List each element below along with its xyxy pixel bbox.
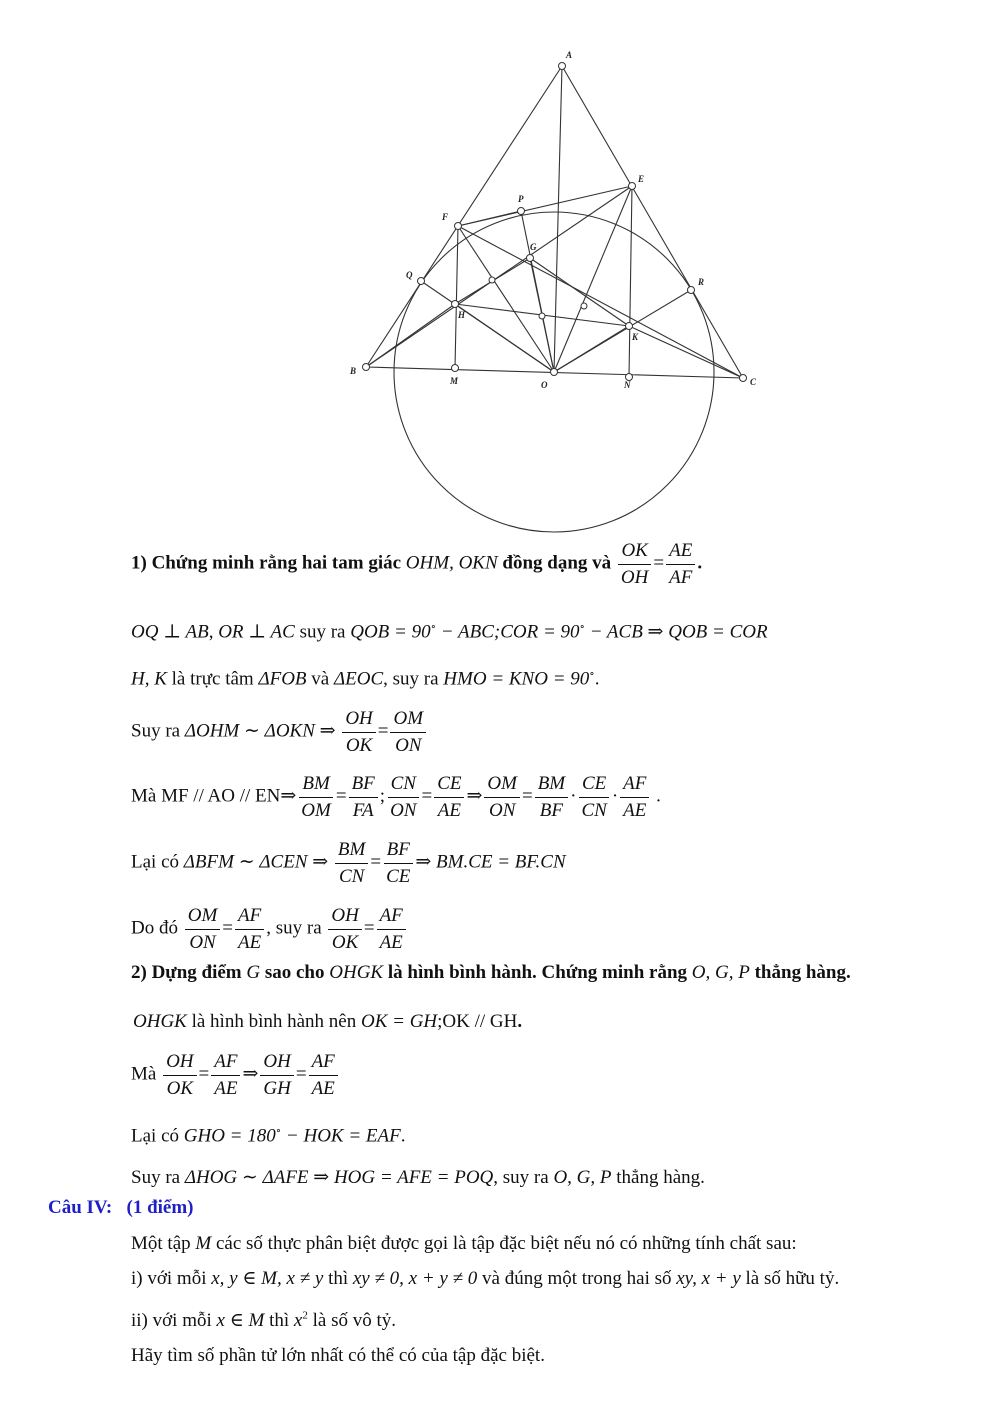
segment-hb [366,304,455,367]
question-4-heading: Câu IV: (1 điểm) [48,1197,194,1218]
side-ac [562,66,743,378]
label-q: Q [406,270,413,280]
part2-heading: 2) Dựng điểm G sao cho OHGK là hình bình hành. Chứng minh rằng O, G, P thẳng hàng. [131,962,851,983]
question-4-line4: Hãy tìm số phần tử lớn nhất có thể có của tập đặc biệt. [131,1345,545,1366]
label-p: P [518,194,524,204]
part1-line2: H, K là trực tâm ΔFOB và ΔEOC, suy ra HMO = KNO = 90∘. [131,668,600,690]
label-n: N [624,380,631,390]
part1-line3: Suy ra ΔOHM ∼ ΔOKN ⇒ $\frac{OH}{OK}$ = $\frac{OM}{ON}$ [131,708,428,757]
part2-line1: OHGK là hình bình hành nên OK = GH;OK // GH. [133,1011,523,1032]
segment-en [629,186,632,377]
part1-heading: 1) Chứng minh rằng hai tam giác OHM, OKN đồng dạng và $\frac{OK}{OH}$ = $\frac{AE}{AF}$ . [131,540,703,588]
segment-ao [554,66,562,372]
segment-of [458,226,554,372]
question-4-line1: Một tập M các số thực phân biệt được gọi là tập đặc biệt nếu nó có những tính chất sau: [131,1233,797,1254]
segment-fe [458,186,632,226]
segment-ok [554,326,629,372]
label-o: O [541,380,548,390]
label-b: B [350,366,357,376]
part2-line3: Lại có GHO = 180∘ − HOK = EAF. [131,1125,406,1147]
part1-line5: Lại có ΔBFM ∼ ΔCEN ⇒ $\frac{BM}{CN}$ = $\frac{BF}{CE}$ ⇒ BM.CE = BF.CN [131,839,566,887]
label-a: A [566,50,573,60]
label-c: C [750,377,757,387]
part2-line2: Mà $\frac{OH}{OK}$ = $\frac{AF}{AE}$ ⇒ $\frac{OH}{GH}$ = $\frac{AF}{AE}$ [131,1051,340,1100]
part1-line1: OQ ⊥ AB, OR ⊥ AC suy ra QOB = 90∘ − ABC;COR = 90∘ − ACB ⇒ QOB = COR [131,621,768,643]
label-r: R [698,277,705,287]
side-ab [366,66,562,367]
label-m: M [450,376,459,386]
part1-line6: Do đó $\frac{OM}{ON}$ = $\frac{AF}{AE}$ , suy ra $\frac{OH}{OK}$ = $\frac{AF}{AE}$ [131,905,408,954]
part2-line4: Suy ra ΔHOG ∼ ΔAFE ⇒ HOG = AFE = POQ, suy ra O, G, P thẳng hàng. [131,1167,705,1188]
question-4-line2: i) với mỗi x, y ∈ M, x ≠ y thì xy ≠ 0, x + y ≠ 0 và đúng một trong hai số xy, x + y là số hữu tỷ. [131,1268,840,1289]
label-f: F [442,212,449,222]
segment-fm [455,226,458,368]
geometry-figure [0,0,1000,545]
part1-line4: Mà MF // AO // EN⇒ $\frac{BM}{OM}$ = $\frac{BF}{FA}$ ; $\frac{CN}{ON}$ = $\frac{CE}{AE}$ ⇒ $\frac{OM}{ON}$ = $\frac{BM}{BF}$ · $\frac{CE}{CN}$ · $\frac{AF}{AE}$ . [131,773,661,821]
label-e: E [638,174,645,184]
label-h: H [458,310,466,320]
question-4-line3: ii) với mỗi x ∈ M thì $x^2$ là số vô tỷ. [131,1309,396,1331]
label-k: K [632,332,639,342]
label-g: G [530,242,537,252]
segment-kc [629,326,743,378]
segment-cf [458,226,743,378]
segment-oe [554,186,632,372]
